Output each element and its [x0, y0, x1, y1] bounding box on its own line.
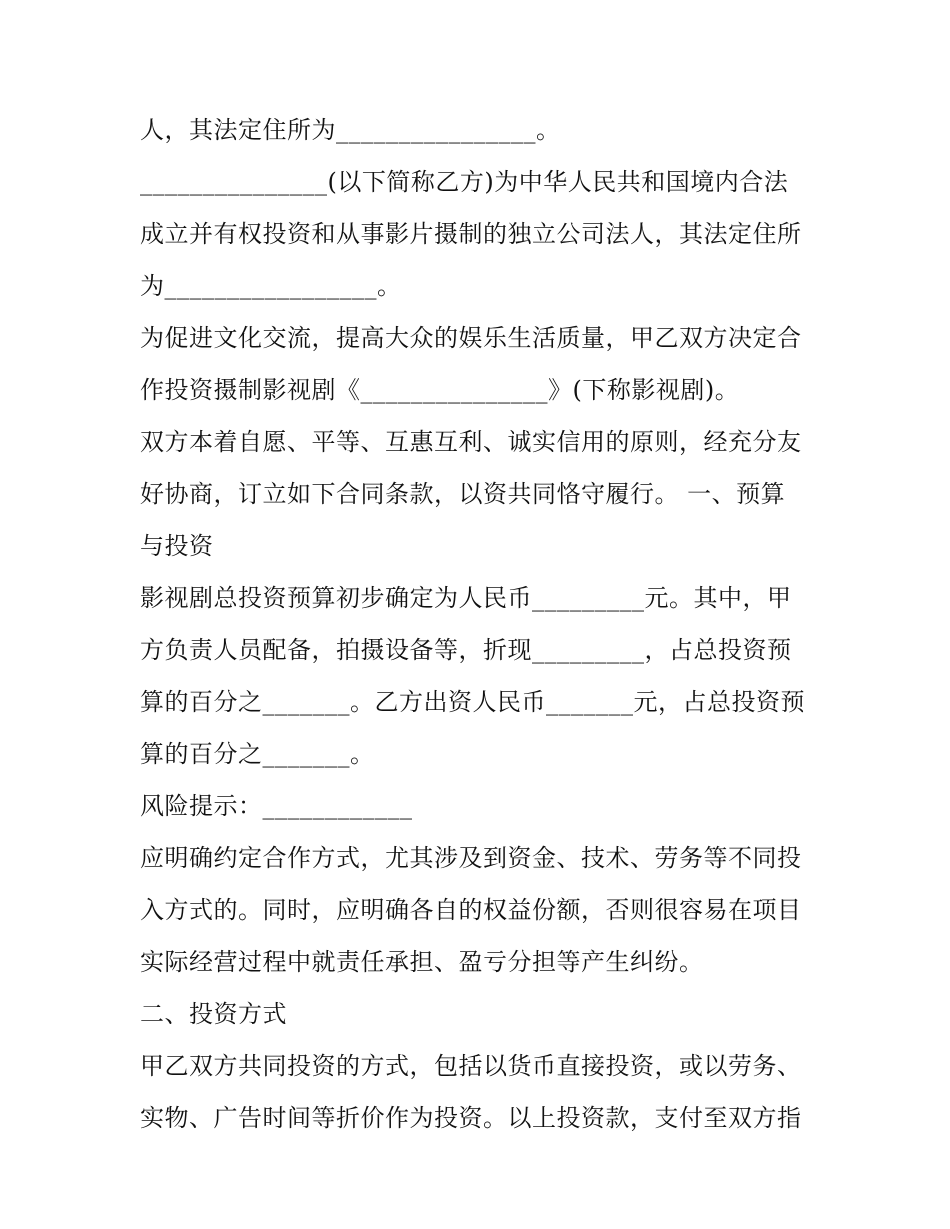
text-line: 双方本着自愿、平等、互惠互利、诚实信用的原则，经充分友: [140, 428, 802, 456]
text-line: 实物、广告时间等折价作为投资。以上投资款，支付至双方指: [140, 1104, 802, 1132]
text-line: 甲乙双方共同投资的方式，包括以货币直接投资，或以劳务、: [140, 1052, 802, 1080]
text-line: 人，其法定住所为________________。: [140, 116, 561, 144]
text-line: 为促进文化交流，提高大众的娱乐生活质量，甲乙双方决定合: [140, 324, 802, 352]
text-line: 成立并有权投资和从事影片摄制的独立公司法人，其法定住所: [140, 220, 802, 248]
text-line: 入方式的。同时，应明确各自的权益份额，否则很容易在项目: [140, 896, 802, 924]
text-line: 方负责人员配备，拍摄设备等，折现_________，占总投资预: [140, 636, 792, 664]
text-line: 为_________________。: [140, 272, 402, 300]
text-line: 算的百分之_______。乙方出资人民币_______元，占总投资预: [140, 688, 805, 716]
text-line: 作投资摄制影视剧《_______________》(下称影视剧)。: [140, 376, 740, 404]
text-line: 应明确约定合作方式，尤其涉及到资金、技术、劳务等不同投: [140, 844, 802, 872]
text-line: 实际经营过程中就责任承担、盈亏分担等产生纠纷。: [140, 948, 704, 976]
text-line: _______________(以下简称乙方)为中华人民共和国境内合法: [140, 168, 789, 196]
section-heading-budget: 与投资: [140, 532, 214, 560]
contract-page: [140, 104, 820, 1144]
text-line: 影视剧总投资预算初步确定为人民币_________元。其中，甲: [140, 584, 792, 612]
risk-notice-label: 风险提示：____________: [140, 792, 413, 820]
section-heading-investment-method: 二、投资方式: [140, 1000, 287, 1028]
text-line: 算的百分之_______。: [140, 740, 375, 768]
text-line: 好协商，订立如下合同条款，以资共同恪守履行。 一、预算: [140, 480, 786, 508]
